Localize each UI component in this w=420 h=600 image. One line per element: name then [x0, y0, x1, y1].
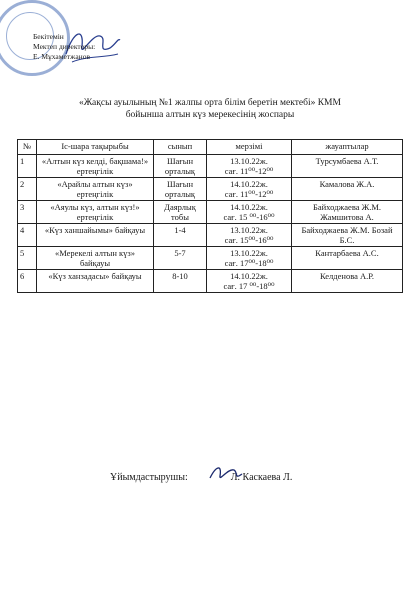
row-class: 5-7 — [154, 247, 207, 270]
row-time: сағ. 17 ⁰⁰-18⁰⁰ — [223, 281, 275, 291]
row-event: «Аяулы күз, алтын күз!» ертеңгілік — [37, 201, 154, 224]
row-event: «Алтын күз келді, бақшама!» ертеңгілік — [37, 155, 154, 178]
row-event: «Арайлы алтын күз» ертеңгілік — [37, 178, 154, 201]
row-date: 13.10.22ж. — [230, 225, 268, 235]
row-time: сағ. 11⁰⁰-12⁰⁰ — [224, 166, 274, 176]
row-date-cell — [207, 201, 292, 224]
table-row — [18, 155, 403, 178]
approval-block — [33, 32, 95, 62]
row-number: 2 — [18, 178, 37, 201]
header-class: сынып — [154, 140, 207, 155]
row-date-cell — [207, 224, 292, 247]
row-event: «Мерекелі алтын күз» байқауы — [37, 247, 154, 270]
approval-heading: Бекітемін — [33, 32, 64, 41]
document-title — [40, 97, 380, 121]
row-date: 13.10.22ж. — [230, 156, 268, 166]
event-plan-table — [17, 139, 403, 293]
row-responsible: Камалова Ж.А. — [292, 178, 403, 201]
row-time: сағ. 15 ⁰⁰-16⁰⁰ — [223, 212, 275, 222]
row-responsible: Кантарбаева А.С. — [292, 247, 403, 270]
header-date: мерзімі — [207, 140, 292, 155]
row-date: 14.10.22ж. — [230, 179, 268, 189]
row-class: 8-10 — [154, 270, 207, 293]
row-date: 13.10.22ж. — [230, 248, 268, 258]
approval-position: Мектеп директоры: — [33, 42, 96, 51]
row-time: сағ. 15⁰⁰-16⁰⁰ — [224, 235, 274, 245]
row-responsible: Байходжаева Ж.М. Бозай Б.С. — [292, 224, 403, 247]
row-date: 14.10.22ж. — [230, 271, 268, 281]
table-header-row — [18, 140, 403, 155]
header-number: № — [18, 140, 37, 155]
row-event: «Күз ханшайымы» байқауы — [37, 224, 154, 247]
row-number: 3 — [18, 201, 37, 224]
header-event: Іс-шара тақырыбы — [37, 140, 154, 155]
row-responsible: Турсумбаева А.Т. — [292, 155, 403, 178]
row-date-cell — [207, 247, 292, 270]
row-responsible: Келденова А.Р. — [292, 270, 403, 293]
table-row — [18, 270, 403, 293]
header-responsible: жауаптылар — [292, 140, 403, 155]
row-date-cell — [207, 178, 292, 201]
row-class: Шағын орталық — [154, 155, 207, 178]
row-time: сағ. 11⁰⁰-12⁰⁰ — [224, 189, 274, 199]
table-row — [18, 224, 403, 247]
row-date: 14.10.22ж. — [230, 202, 268, 212]
approval-director-name: Е. Мұхаметжанов — [33, 52, 90, 61]
row-number: 5 — [18, 247, 37, 270]
row-responsible: Байходжаева Ж.М. Жамшитова А. — [292, 201, 403, 224]
row-event: «Күз ханзадасы» байқауы — [37, 270, 154, 293]
title-line-2: бойынша алтын күз мерекесінің жоспары — [125, 110, 295, 120]
organizer-line — [110, 472, 292, 483]
row-class: 1-4 — [154, 224, 207, 247]
table-row — [18, 201, 403, 224]
row-class: Шағын орталық — [154, 178, 207, 201]
organizer-signature — [208, 462, 244, 484]
table-row — [18, 178, 403, 201]
table-row — [18, 247, 403, 270]
row-number: 6 — [18, 270, 37, 293]
row-time: сағ. 17⁰⁰-18⁰⁰ — [224, 258, 274, 268]
row-number: 1 — [18, 155, 37, 178]
title-line-1: «Жақсы ауылының №1 жалпы орта білім беретін мектебі» КММ — [79, 98, 341, 108]
row-date-cell — [207, 270, 292, 293]
row-number: 4 — [18, 224, 37, 247]
row-class: Даярлық тобы — [154, 201, 207, 224]
organizer-label: Ұйымдастырушы: — [110, 472, 188, 483]
row-date-cell — [207, 155, 292, 178]
organizer-name: Л. Каскаева Л. — [230, 472, 293, 483]
